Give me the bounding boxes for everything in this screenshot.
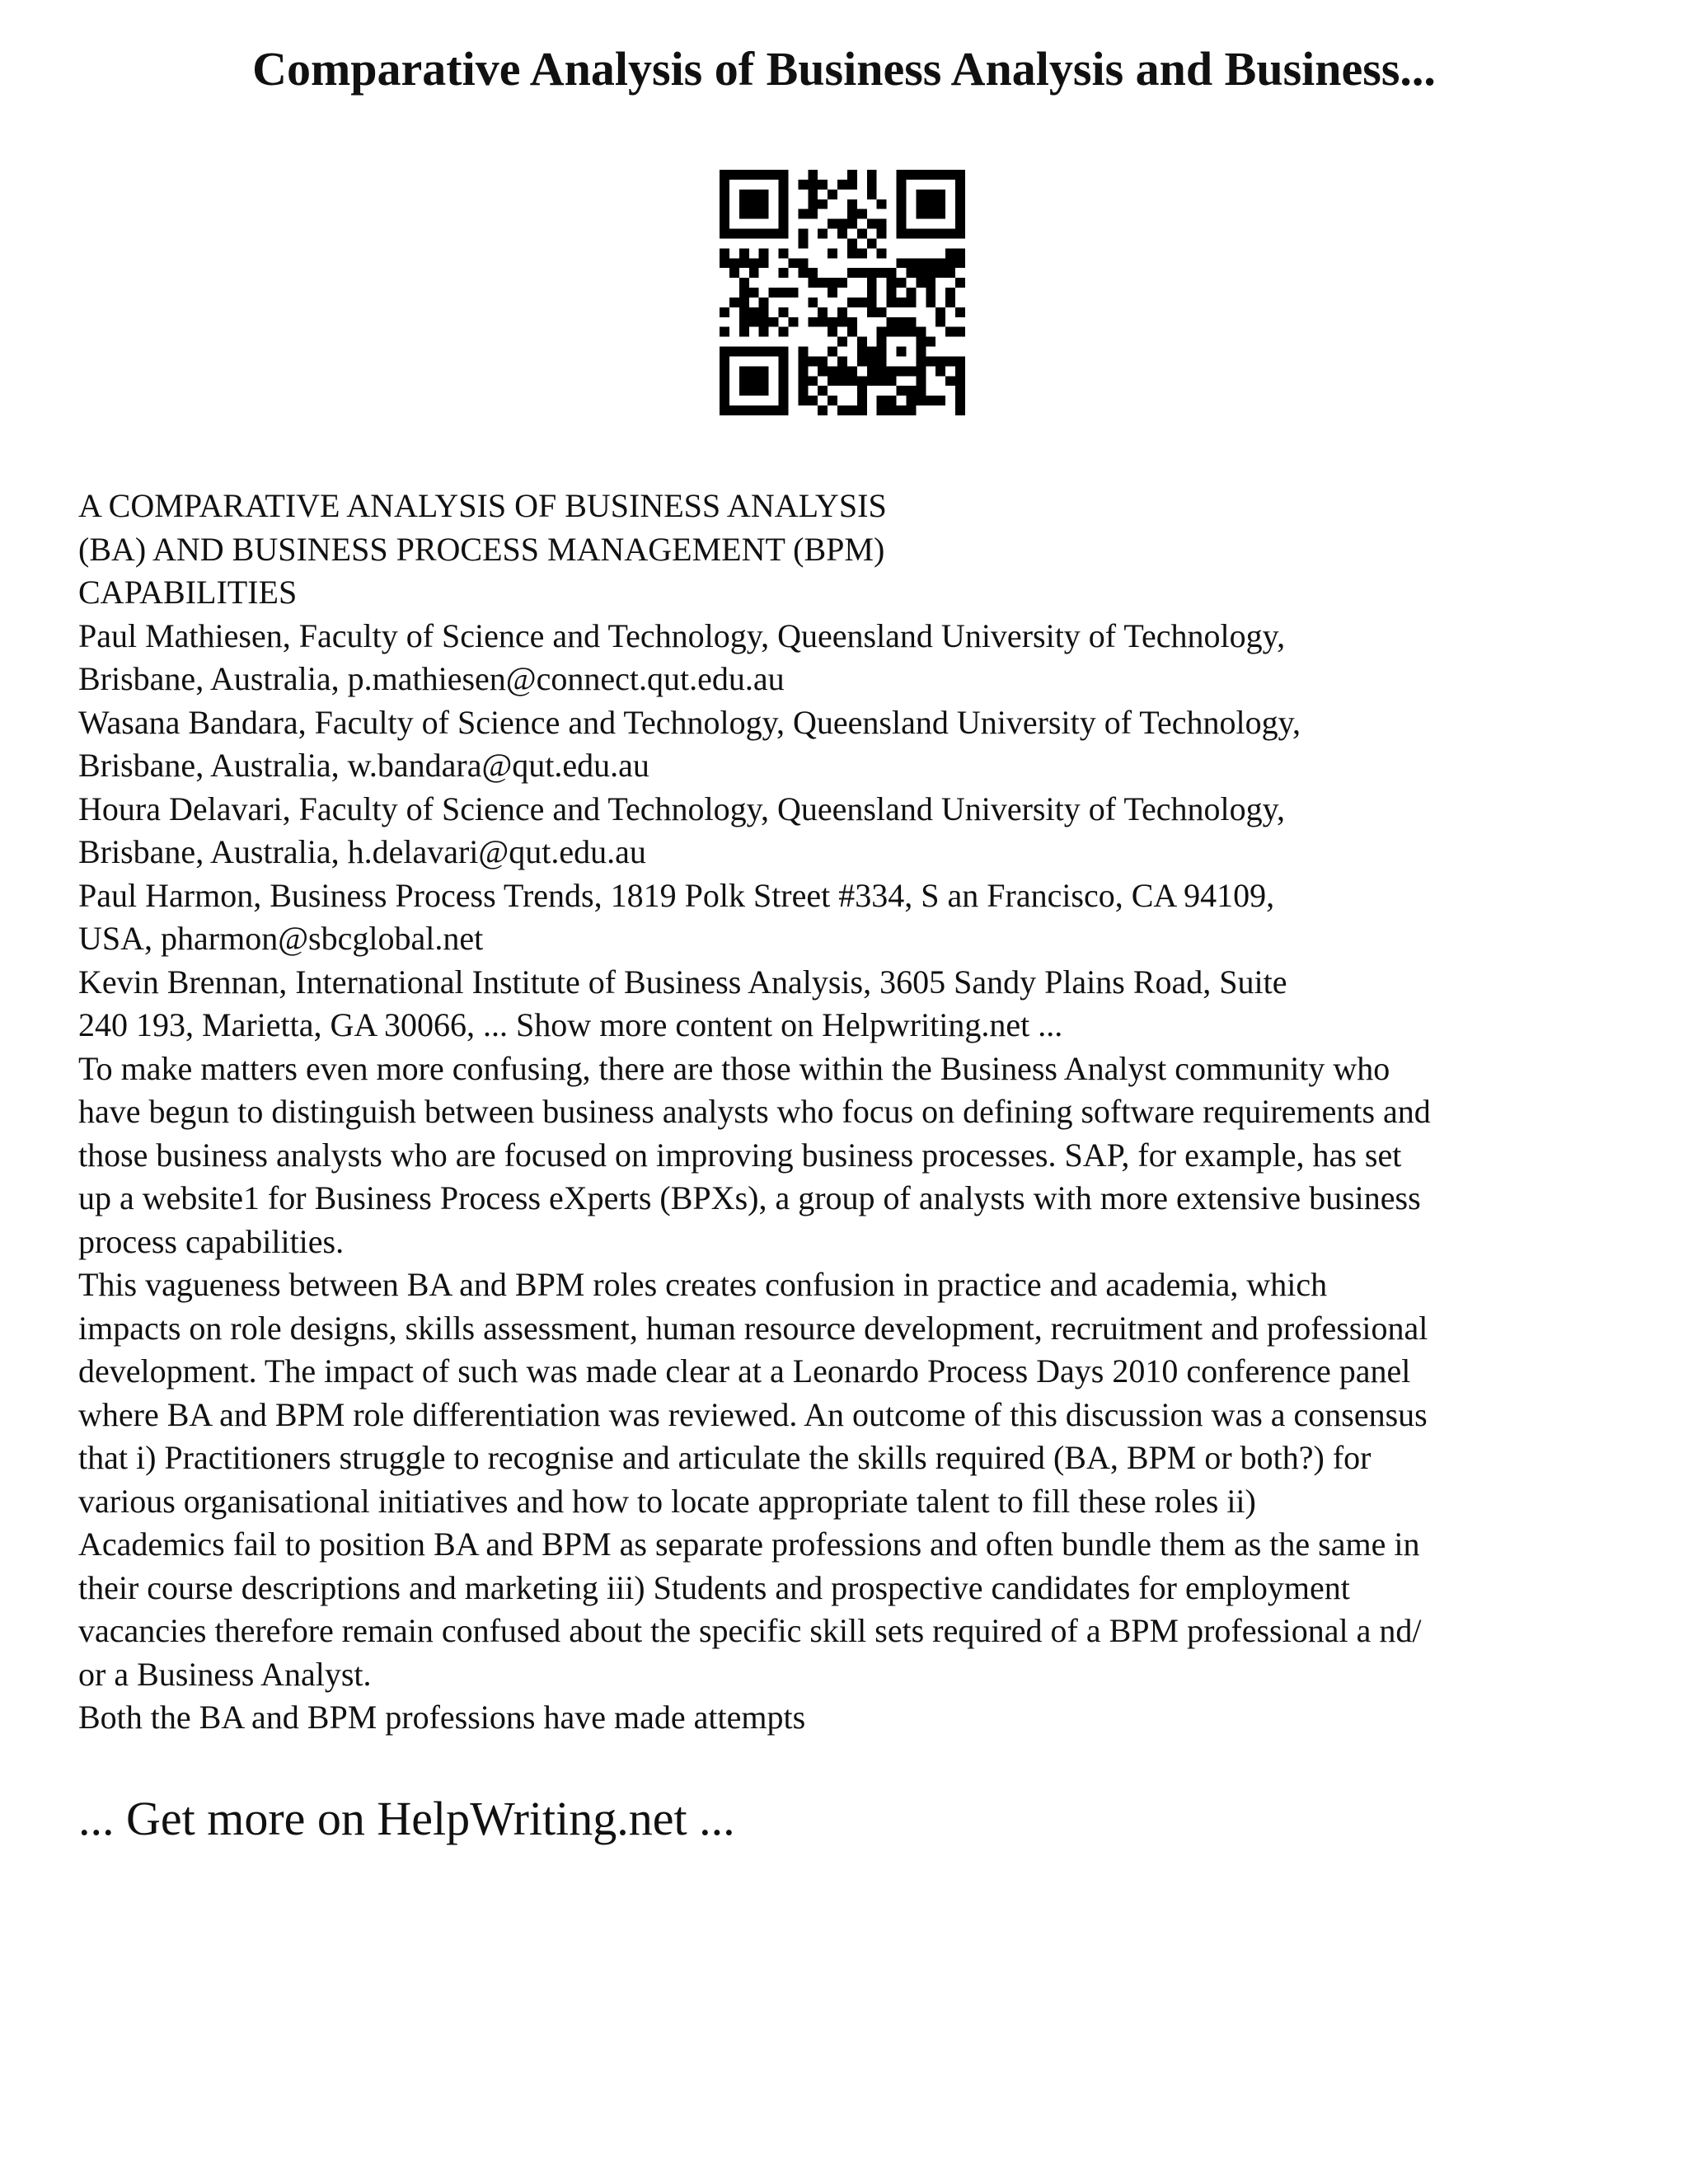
author-line: Paul Harmon, Business Process Trends, 1819 Polk Street #334, S an Francisco, CA 94109, (78, 876, 1275, 914)
body-text-line: that i) Practitioners struggle to recognise and articulate the skills required (BA, BPM or both?) for (78, 1439, 1372, 1476)
body-text-line: where BA and BPM role differentiation was reviewed. An outcome of this discussion was a consensus (78, 1395, 1428, 1433)
body-text-line: vacancies therefore remain confused about the specific skill sets required of a BPM professional a nd/ (78, 1612, 1422, 1649)
body-text-line: those business analysts who are focused on improving business processes. SAP, for example, has set (78, 1136, 1402, 1174)
author-line: Brisbane, Australia, w.bandara@qut.edu.au (78, 747, 649, 784)
paper-title-line: (BA) AND BUSINESS PROCESS MANAGEMENT (BPM) (78, 530, 885, 568)
body-text-line: process capabilities. (78, 1222, 345, 1260)
author-line: Brisbane, Australia, p.mathiesen@connect.qut.edu.au (78, 660, 785, 697)
paper-title-line: A COMPARATIVE ANALYSIS OF BUSINESS ANALYSIS (78, 487, 887, 524)
author-line: Houra Delavari, Faculty of Science and Technology, Queensland University of Technology, (78, 790, 1285, 827)
author-line: Brisbane, Australia, h.delavari@qut.edu.au (78, 833, 646, 870)
qr-code-icon (720, 170, 965, 415)
body-text-line: up a website1 for Business Process eXperts (BPXs), a group of analysts with more extensive business (78, 1179, 1421, 1216)
document-title: Comparative Analysis of Business Analysis and Business... (252, 42, 1436, 96)
author-line: USA, pharmon@sbcglobal.net (78, 920, 484, 957)
body-text-line: their course descriptions and marketing iii) Students and prospective candidates for employment (78, 1568, 1350, 1606)
author-line: Wasana Bandara, Faculty of Science and Technology, Queensland University of Technology, (78, 703, 1301, 741)
body-text-line: or a Business Analyst. (78, 1655, 372, 1693)
author-line: Kevin Brennan, International Institute of Business Analysis, 3605 Sandy Plains Road, Suite (78, 963, 1287, 1001)
body-text-line: impacts on role designs, skills assessment, human resource development, recruitment and professional (78, 1309, 1428, 1347)
paper-title-line: CAPABILITIES (78, 574, 298, 611)
body-text-line: various organisational initiatives and how to locate appropriate talent to fill these roles ii) (78, 1482, 1256, 1520)
document-body (78, 485, 1644, 1740)
author-line: Paul Mathiesen, Faculty of Science and Technology, Queensland University of Technology, (78, 616, 1286, 654)
body-text-line: development. The impact of such was made clear at a Leonardo Process Days 2010 conference panel (78, 1352, 1411, 1390)
body-text-line: have begun to distinguish between business analysts who focus on defining software requirements and (78, 1093, 1431, 1130)
body-text-line: This vagueness between BA and BPM roles creates confusion in practice and academia, which (78, 1266, 1328, 1303)
author-line: 240 193, Marietta, GA 30066, ... Show more content on Helpwriting.net ... (78, 1006, 1063, 1043)
body-text-line: Both the BA and BPM professions have made attempts (78, 1699, 806, 1736)
body-text-line: To make matters even more confusing, there are those within the Business Analyst community who (78, 1049, 1390, 1087)
get-more-link[interactable]: ... Get more on HelpWriting.net ... (78, 1792, 735, 1845)
body-text-line: Academics fail to position BA and BPM as separate professions and often bundle them as the same in (78, 1526, 1420, 1563)
